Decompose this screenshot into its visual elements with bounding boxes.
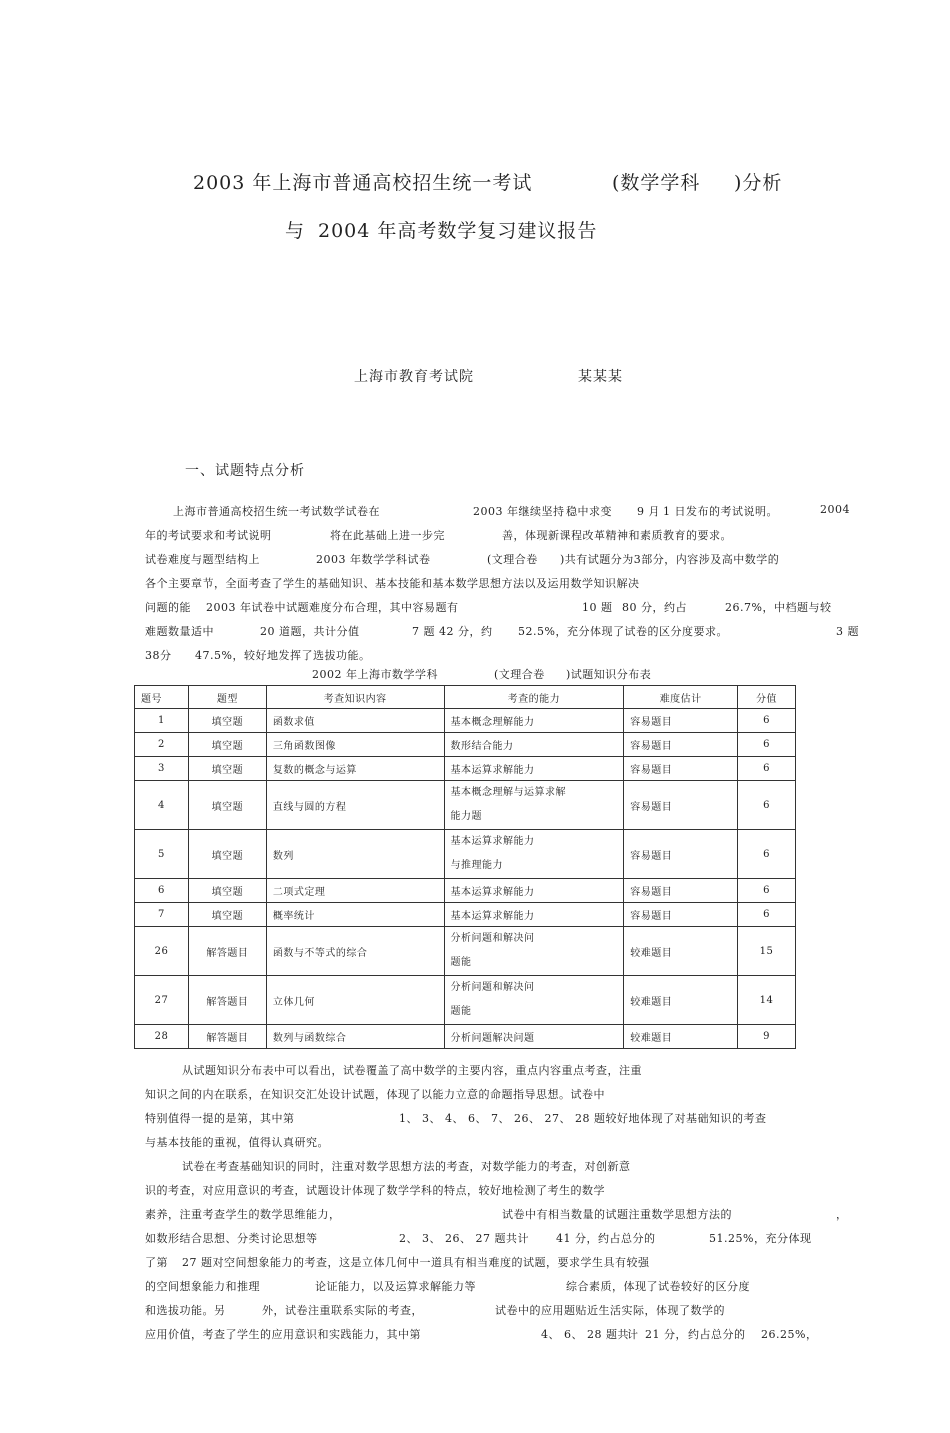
knowledge-distribution-table (134, 685, 796, 1049)
cell-score: 6 (738, 830, 796, 879)
cell-type: 填空题 (188, 733, 266, 757)
cell-number: 1 (135, 709, 189, 733)
header-type: 题型 (188, 686, 266, 709)
table-row (135, 709, 796, 733)
cell-type: 解答题目 (188, 927, 266, 976)
text-segment: 从试题知识分布表中可以看出，试卷覆盖了高中数学的主要内容，重点内容重点考查，注重 (182, 1064, 642, 1077)
header-content: 考查知识内容 (266, 686, 444, 709)
table-row (135, 976, 796, 1025)
title-line1-part2: (数学学科 (612, 172, 701, 194)
cell-difficulty: 较难题目 (624, 927, 738, 976)
table-row (135, 830, 796, 879)
cell-ability (444, 830, 624, 879)
cell-difficulty: 容易题目 (624, 709, 738, 733)
text-segment: 计 (627, 1328, 639, 1341)
table-caption-part1: 2002 年上海市数学学科 (312, 668, 438, 681)
text-segment: 稳中求变 (566, 505, 612, 518)
text-segment: 42 分，约 (439, 625, 493, 638)
text-segment: 27 题对空间想象能力的考查，这是立体几何中一道具有相当难度的试题，要求学生具有较强 (182, 1256, 650, 1269)
table-row (135, 879, 796, 903)
table-caption-part3: )试题知识分布表 (566, 668, 652, 681)
cell-ability (444, 927, 624, 976)
cell-ability-line1: 分析问题和解决问 (450, 933, 535, 944)
text-segment: 4、 6、 28 题共 (541, 1328, 629, 1341)
cell-type: 填空题 (188, 830, 266, 879)
cell-ability: 基本运算求解能力 (444, 879, 624, 903)
title-line1-part3: )分析 (734, 172, 783, 194)
text-segment: 知识之间的内在联系，在知识交汇处设计试题，体现了以能力立意的命题指导思想。试卷中 (145, 1088, 605, 1101)
cell-score: 6 (738, 781, 796, 830)
cell-content: 直线与圆的方程 (266, 781, 444, 830)
cell-number: 7 (135, 903, 189, 927)
cell-type: 填空题 (188, 903, 266, 927)
table-row (135, 1025, 796, 1049)
text-segment: 与基本技能的重视，值得认真研究。 (145, 1136, 329, 1149)
table-row (135, 927, 796, 976)
cell-ability-line2: 题能 (450, 957, 472, 968)
cell-type: 填空题 (188, 781, 266, 830)
cell-difficulty: 较难题目 (624, 1025, 738, 1049)
cell-ability: 基本运算求解能力 (444, 903, 624, 927)
text-segment: 2、 3、 26、 27 题共计 (399, 1232, 529, 1245)
text-segment: 26.7%，中档题与较 (725, 601, 832, 614)
cell-ability-line1: 基本运算求解能力 (450, 836, 535, 847)
cell-ability: 数形结合能力 (444, 733, 624, 757)
cell-difficulty: 容易题目 (624, 781, 738, 830)
text-segment: 1 日发布的考试说明。 (663, 505, 778, 518)
text-segment: 3 题 (836, 625, 859, 638)
cell-difficulty: 容易题目 (624, 733, 738, 757)
header-difficulty: 难度估计 (624, 686, 738, 709)
cell-content: 三角函数图像 (266, 733, 444, 757)
text-segment: 1、 3、 4、 6、 7、 26、 27、 28 题较好地体现了对基础知识的考查 (399, 1112, 767, 1125)
text-segment: ， (836, 1208, 848, 1221)
cell-ability: 基本运算求解能力 (444, 757, 624, 781)
header-score: 分值 (738, 686, 796, 709)
cell-content: 概率统计 (266, 903, 444, 927)
title-line2-part1: 与 (285, 220, 306, 242)
text-segment: 应用价值，考查了学生的应用意识和实践能力，其中第 (145, 1328, 421, 1341)
cell-ability-line1: 分析问题和解决问 (450, 982, 535, 993)
header-ability: 考查的能力 (444, 686, 624, 709)
cell-type: 解答题目 (188, 1025, 266, 1049)
text-segment: 各个主要章节，全面考查了学生的基础知识、基本技能和基本数学思想方法以及运用数学知识解决 (145, 577, 640, 590)
cell-ability-line2: 能力题 (450, 811, 483, 822)
title-line1-part1: 2003 年上海市普通高校招生统一考试 (193, 172, 533, 194)
text-segment: 的空间想象能力和推理 (145, 1280, 260, 1293)
text-segment: 外，试卷注重联系实际的考查， (262, 1304, 423, 1317)
cell-type: 填空题 (188, 757, 266, 781)
text-segment: 51.25%，充分体现 (709, 1232, 812, 1245)
cell-ability: 分析问题解决问题 (444, 1025, 624, 1049)
text-segment: 试卷中的应用题贴近生活实际，体现了数学的 (495, 1304, 725, 1317)
text-segment: 20 道题，共计分值 (260, 625, 360, 638)
cell-content: 数列与函数综合 (266, 1025, 444, 1049)
text-segment: 47.5%，较好地发挥了选拔功能。 (195, 649, 371, 662)
cell-type: 解答题目 (188, 976, 266, 1025)
text-segment: 和选拔功能。另 (145, 1304, 226, 1317)
text-segment: 试卷难度与题型结构上 (145, 553, 260, 566)
text-segment: 识的考查，对应用意识的考查，试题设计体现了数学学科的特点，较好地检测了考生的数学 (145, 1184, 605, 1197)
cell-number: 26 (135, 927, 189, 976)
text-segment: 约占总分的 (688, 1328, 746, 1341)
text-segment: 将在此基础上进一步完 (330, 529, 445, 542)
author-org: 上海市教育考试院 (354, 369, 474, 385)
text-segment: 年的考试要求和考试说明 (145, 529, 272, 542)
text-segment: 21 分， (645, 1328, 687, 1341)
cell-number: 4 (135, 781, 189, 830)
cell-number: 2 (135, 733, 189, 757)
cell-content: 二项式定理 (266, 879, 444, 903)
text-segment: 41 分，约占总分的 (556, 1232, 656, 1245)
text-segment: 9 月 (637, 505, 660, 518)
cell-difficulty: 较难题目 (624, 976, 738, 1025)
cell-content: 复数的概念与运算 (266, 757, 444, 781)
cell-score: 6 (738, 879, 796, 903)
cell-content: 立体几何 (266, 976, 444, 1025)
cell-ability-line2: 题能 (450, 1006, 472, 1017)
text-segment: )共有试题分为3部分，内容涉及高中数学的 (560, 553, 780, 566)
text-segment: 论证能力，以及运算求解能力等 (315, 1280, 476, 1293)
cell-score: 9 (738, 1025, 796, 1049)
cell-score: 6 (738, 733, 796, 757)
cell-ability-line1: 基本概念理解与运算求解 (450, 787, 567, 798)
cell-number: 6 (135, 879, 189, 903)
text-segment: 2004 (820, 503, 850, 516)
text-segment: 问题的能 (145, 601, 191, 614)
cell-content: 函数求值 (266, 709, 444, 733)
text-segment: 善，体现新课程改革精神和素质教育的要求。 (502, 529, 732, 542)
title-line2-part2: 2004 年高考数学复习建议报告 (318, 220, 598, 242)
cell-ability (444, 781, 624, 830)
text-segment: 10 题 (582, 601, 613, 614)
author-name: 某某某 (578, 369, 623, 385)
cell-ability: 基本概念理解能力 (444, 709, 624, 733)
text-segment: 上海市普通高校招生统一考试数学试卷在 (173, 505, 380, 518)
cell-difficulty: 容易题目 (624, 757, 738, 781)
text-segment: 2003 年继续坚持 (473, 505, 565, 518)
text-segment: 52.5%，充分体现了试卷的区分度要求。 (518, 625, 728, 638)
cell-difficulty: 容易题目 (624, 879, 738, 903)
text-segment: 难题数量适中 (145, 625, 214, 638)
table-row (135, 757, 796, 781)
cell-score: 14 (738, 976, 796, 1025)
header-number: 题号 (135, 686, 189, 709)
text-segment: 2003 年试卷中试题难度分布合理，其中容易题有 (206, 601, 459, 614)
cell-number: 5 (135, 830, 189, 879)
table-caption-part2: (文理合卷 (494, 668, 545, 681)
text-segment: 试卷在考查基础知识的同时，注重对数学思想方法的考查，对数学能力的考查，对创新意 (182, 1160, 631, 1173)
text-segment: 了第 (145, 1256, 168, 1269)
cell-content: 数列 (266, 830, 444, 879)
cell-score: 6 (738, 709, 796, 733)
cell-content: 函数与不等式的综合 (266, 927, 444, 976)
text-segment: 80 分，约占 (622, 601, 687, 614)
section-heading: 一、试题特点分析 (185, 463, 305, 479)
text-segment: 特别值得一提的是第，其中第 (145, 1112, 295, 1125)
cell-score: 6 (738, 757, 796, 781)
cell-number: 28 (135, 1025, 189, 1049)
table-row (135, 903, 796, 927)
cell-number: 3 (135, 757, 189, 781)
text-segment: 38分 (145, 649, 172, 662)
cell-difficulty: 容易题目 (624, 830, 738, 879)
text-segment: 如数形结合思想、分类讨论思想等 (145, 1232, 318, 1245)
cell-number: 27 (135, 976, 189, 1025)
cell-ability-line2: 与推理能力 (450, 860, 504, 871)
cell-difficulty: 容易题目 (624, 903, 738, 927)
cell-ability (444, 976, 624, 1025)
text-segment: 综合素质，体现了试卷较好的区分度 (566, 1280, 750, 1293)
text-segment: 7 题 (412, 625, 435, 638)
text-segment: 试卷中有相当数量的试题注重数学思想方法的 (502, 1208, 732, 1221)
text-segment: 素养，注重考查学生的数学思维能力， (145, 1208, 341, 1221)
table-row (135, 733, 796, 757)
text-segment: (文理合卷 (487, 553, 538, 566)
cell-score: 6 (738, 903, 796, 927)
table-header-row (135, 686, 796, 709)
text-segment: 2003 年数学学科试卷 (316, 553, 431, 566)
cell-type: 填空题 (188, 879, 266, 903)
table-row (135, 781, 796, 830)
text-segment: 26.25%， (761, 1328, 818, 1341)
cell-type: 填空题 (188, 709, 266, 733)
cell-score: 15 (738, 927, 796, 976)
